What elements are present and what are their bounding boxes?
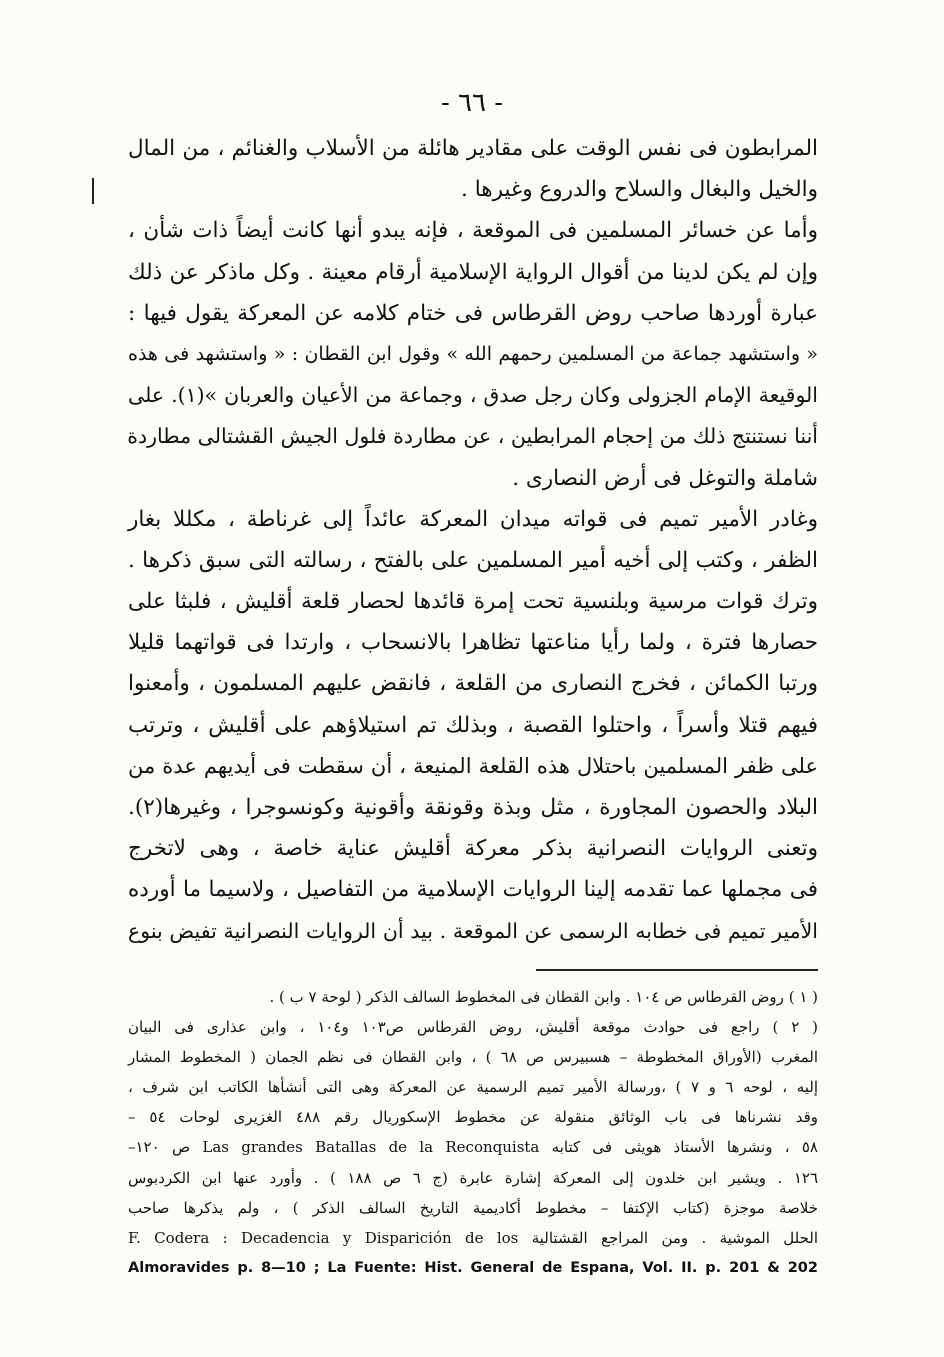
- footnote-divider: [536, 969, 818, 971]
- body-line: وتعنى الروايات النصرانية بذكر معركة أقليش عناية خاصة ، وهى لاتخرج: [128, 836, 818, 862]
- body-line: شاملة والتوغل فى أرض النصارى .: [512, 465, 818, 491]
- body-line: والخيل والبغال والسلاح والدروع وغيرها .: [461, 177, 818, 203]
- body-line: أننا نستنتج ذلك من إحجام المرابطين ، عن مطاردة فلول الجيش القشتالى مطاردة: [127, 424, 818, 449]
- body-line: الظفر ، وكتب إلى أخيه أمير المسلمين على بالفتح ، رسالته التى سبق ذكرها .: [128, 547, 818, 573]
- body-line: الوقيعة الإمام الجزولى وكان رجل صدق ، وجماعة من الأعيان والعربان »(١). على: [128, 383, 818, 408]
- footnote-line: خلاصة موجزة (كتاب الإكتفا – مخطوط أكاديمية التاريخ السالف الذكر ) ، ولم يذكرها صاحب: [128, 1198, 818, 1217]
- body-line: « واستشهد جماعة من المسلمين رحمهم الله » وقول ابن القطان : « واستشهد فى هذه: [128, 342, 818, 365]
- body-line: وإن لم يكن لدينا من أقوال الرواية الإسلامية أرقام معينة . وكل ماذكر عن ذلك: [128, 259, 818, 285]
- body-line: عبارة أوردها صاحب روض القرطاس فى ختام كلامه عن المعركة يقول فيها :: [128, 300, 818, 326]
- body-line: وأما عن خسائر المسلمين فى الموقعة ، فإنه يبدو أنها كانت أيضاً ذات شأن ،: [128, 218, 818, 244]
- footnote-line: ( ٢ ) راجع فى حوادث موقعة أقليش، روض القرطاس ص١٠٣ و١٠٤ ، وابن عذارى فى البيان: [128, 1018, 818, 1037]
- footnote-line: ( ١ ) روض القرطاس ص ١٠٤ . وابن القطان فى المخطوط السالف الذكر ( لوحة ٧ ب ) .: [269, 988, 818, 1006]
- body-line: على ظفر المسلمين باحتلال هذه القلعة المنيعة ، أن سقطت فى أيديهم عدة من: [128, 753, 818, 778]
- footnote-line: الحلل الموشية . ومن المراجع القشتالية F. Codera : Decadencia y Disparición de los: [128, 1228, 818, 1247]
- body-line: البلاد والحصون المجاورة ، مثل وبذة وقونقة وأقونية وكونسوجرا ، وغيرها(٢).: [128, 795, 818, 820]
- body-line: حصارها فترة ، ولما رأيا مناعتها تظاهرا بالانسحاب ، وارتدا فى قواتهما قليلا: [128, 630, 818, 656]
- footnote-line: المغرب (الأوراق المخطوطة – هسبيرس ص ٦٨ ) ، وابن القطان فى نظم الجمان ( المخطوط المشار: [128, 1048, 818, 1067]
- footnote-line: ١٢٦ . ويشير ابن خلدون إلى المعركة إشارة عابرة (ج ٦ ص ١٨٨ ) . وأورد عنها ابن الكردبوس: [128, 1168, 819, 1187]
- main-text: [128, 128, 818, 952]
- body-line: وغادر الأمير تميم فى قواته ميدان المعركة عائداً إلى غرناطة ، مكللا بغار: [128, 506, 818, 532]
- footnote-line: إليه ، لوحه ٦ و ٧ ) ،ورسالة الأمير تميم الرسمية عن المعركة وهى التى أنشأها الكاتب ابن شرف ،: [128, 1078, 819, 1097]
- footnote-latin-line: Almoravides p. 8—10 ; La Fuente: Hist. General de Espana, Vol. II. p. 201 & 202: [128, 1259, 818, 1276]
- page-number: - ٦٦ -: [440, 88, 504, 118]
- body-line: فى مجملها عما تقدمه إلينا الروايات الإسلامية من التفاصيل ، ولاسيما ما أورده: [128, 877, 818, 903]
- body-line: الأمير تميم فى خطابه الرسمى عن الموقعة . بيد أن الروايات النصرانية تفيض بنوع: [128, 918, 818, 943]
- footnotes: [128, 982, 818, 1283]
- footnote-line: وقد نشرناها فى باب الوثائق منقولة عن مخطوط الإسكوريال رقم ٤٨٨ الغزيرى لوحات ٥٤ –: [128, 1108, 818, 1127]
- margin-mark: [92, 178, 94, 204]
- footnote-line: ٥٨ ، ونشرها الأستاذ هويثى فى كتابه Las grandes Batallas de la Reconquista ص ١٢٠–: [128, 1138, 818, 1157]
- body-line: فيهم قتلا وأسراً ، واحتلوا القصبة ، وبذلك تم استيلاؤهم على أقليش ، وترتب: [128, 712, 818, 738]
- body-line: المرابطون فى نفس الوقت على مقادير هائلة من الأسلاب والغنائم ، من المال: [128, 136, 818, 161]
- body-line: وترك قوات مرسية وبلنسية تحت إمرة قائدها لحصار قلعة أقليش ، فلبثا على: [128, 589, 818, 615]
- body-line: ورتبا الكمائن ، فخرج النصارى من القلعة ، فانقض عليهم المسلمون ، وأمعنوا: [128, 671, 818, 697]
